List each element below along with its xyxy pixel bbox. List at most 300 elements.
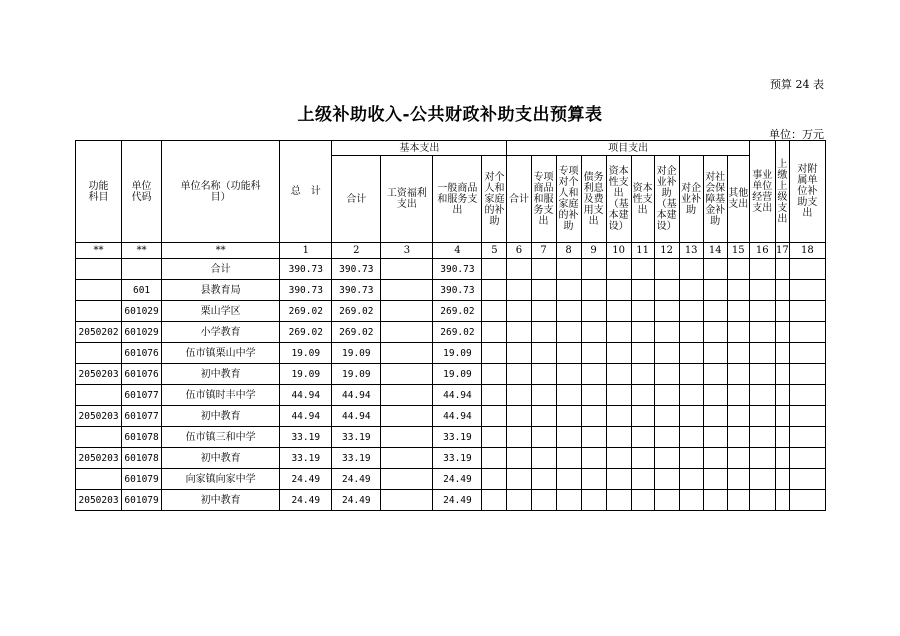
table-row — [76, 490, 826, 511]
column-number: 12 — [654, 243, 679, 259]
column-number: 14 — [703, 243, 727, 259]
header-personal: 对个人和家庭的补助 — [482, 156, 507, 243]
cell-name: 伍市镇时丰中学 — [162, 385, 280, 406]
cell-goods: 33.19 — [433, 448, 482, 469]
header-goods: 一般商品和服务支出 — [433, 156, 482, 243]
table-row — [76, 343, 826, 364]
cell-empty — [631, 364, 654, 385]
cell-empty — [775, 490, 789, 511]
table-number: 预算 24 表 — [770, 78, 824, 91]
cell-empty — [556, 322, 581, 343]
cell-empty — [789, 448, 825, 469]
cell-basic-sum: 44.94 — [332, 406, 381, 427]
cell-empty — [727, 385, 749, 406]
cell-basic-sum: 24.49 — [332, 490, 381, 511]
cell-empty — [482, 385, 507, 406]
cell-empty — [631, 301, 654, 322]
unit-label: 单位：万元 — [769, 128, 824, 141]
table-body — [76, 259, 826, 511]
cell-empty — [581, 322, 606, 343]
cell-goods: 24.49 — [433, 469, 482, 490]
column-number: 3 — [381, 243, 433, 259]
cell-empty — [775, 301, 789, 322]
cell-empty — [631, 448, 654, 469]
header-capital: 资本性支出 — [631, 156, 654, 243]
cell-code: 601076 — [122, 343, 162, 364]
cell-empty — [556, 448, 581, 469]
cell-empty — [482, 406, 507, 427]
column-number: ** — [122, 243, 162, 259]
cell-empty — [606, 448, 631, 469]
cell-name: 合计 — [162, 259, 280, 280]
cell-code: 601029 — [122, 301, 162, 322]
cell-empty — [631, 280, 654, 301]
cell-empty — [556, 469, 581, 490]
cell-total: 19.09 — [280, 364, 332, 385]
cell-empty — [507, 301, 531, 322]
cell-goods: 19.09 — [433, 343, 482, 364]
column-number: 16 — [749, 243, 775, 259]
header-unit-name: 单位名称（功能科目） — [162, 141, 280, 243]
cell-name: 初中教育 — [162, 448, 280, 469]
cell-total: 390.73 — [280, 259, 332, 280]
cell-empty — [581, 469, 606, 490]
cell-empty — [581, 301, 606, 322]
cell-empty — [507, 448, 531, 469]
cell-empty — [507, 406, 531, 427]
cell-empty — [381, 490, 433, 511]
cell-empty — [703, 490, 727, 511]
table-row — [76, 280, 826, 301]
cell-goods: 44.94 — [433, 406, 482, 427]
page-title: 上级补助收入-公共财政补助支出预算表 — [297, 105, 603, 125]
cell-empty — [507, 280, 531, 301]
column-number: 2 — [332, 243, 381, 259]
cell-empty — [749, 406, 775, 427]
header-func-subject: 功能科目 — [76, 141, 122, 243]
cell-empty — [654, 385, 679, 406]
cell-name: 伍市镇三和中学 — [162, 427, 280, 448]
cell-empty — [482, 427, 507, 448]
cell-basic-sum: 269.02 — [332, 322, 381, 343]
cell-goods: 390.73 — [433, 259, 482, 280]
cell-empty — [727, 301, 749, 322]
cell-basic-sum: 44.94 — [332, 385, 381, 406]
cell-empty — [679, 322, 703, 343]
cell-empty — [727, 343, 749, 364]
header-debt: 债务利息及费用支出 — [581, 156, 606, 243]
cell-empty — [482, 490, 507, 511]
cell-code: 601078 — [122, 448, 162, 469]
cell-func — [76, 385, 122, 406]
cell-name: 小学教育 — [162, 322, 280, 343]
cell-code: 601079 — [122, 469, 162, 490]
cell-empty — [631, 490, 654, 511]
header-enterprise-build: 对企业补助（基本建设） — [654, 156, 679, 243]
cell-empty — [556, 490, 581, 511]
cell-name: 向家镇向家中学 — [162, 469, 280, 490]
cell-code: 601077 — [122, 385, 162, 406]
table-row — [76, 301, 826, 322]
cell-empty — [703, 469, 727, 490]
cell-empty — [679, 301, 703, 322]
column-number-row — [76, 243, 826, 259]
column-number: 15 — [727, 243, 749, 259]
column-number: 11 — [631, 243, 654, 259]
cell-empty — [727, 406, 749, 427]
cell-code: 601076 — [122, 364, 162, 385]
column-number: 6 — [507, 243, 531, 259]
cell-empty — [482, 280, 507, 301]
cell-empty — [703, 385, 727, 406]
cell-empty — [507, 322, 531, 343]
cell-goods: 24.49 — [433, 490, 482, 511]
cell-empty — [749, 448, 775, 469]
cell-empty — [531, 301, 556, 322]
cell-empty — [507, 469, 531, 490]
cell-name: 初中教育 — [162, 406, 280, 427]
cell-func: 2050202 — [76, 322, 122, 343]
cell-total: 44.94 — [280, 406, 332, 427]
cell-goods: 269.02 — [433, 322, 482, 343]
cell-empty — [556, 280, 581, 301]
cell-empty — [482, 259, 507, 280]
cell-empty — [789, 490, 825, 511]
cell-empty — [789, 406, 825, 427]
cell-empty — [531, 322, 556, 343]
cell-empty — [606, 301, 631, 322]
cell-empty — [507, 490, 531, 511]
cell-basic-sum: 24.49 — [332, 469, 381, 490]
cell-empty — [727, 259, 749, 280]
cell-basic-sum: 390.73 — [332, 280, 381, 301]
cell-basic-sum: 390.73 — [332, 259, 381, 280]
cell-empty — [581, 427, 606, 448]
column-number: ** — [76, 243, 122, 259]
cell-empty — [631, 385, 654, 406]
cell-empty — [789, 427, 825, 448]
cell-func: 2050203 — [76, 448, 122, 469]
cell-empty — [531, 490, 556, 511]
table-row — [76, 427, 826, 448]
cell-empty — [606, 343, 631, 364]
cell-empty — [482, 364, 507, 385]
column-number: 13 — [679, 243, 703, 259]
column-number: 5 — [482, 243, 507, 259]
cell-empty — [631, 406, 654, 427]
cell-empty — [775, 259, 789, 280]
cell-empty — [679, 448, 703, 469]
cell-empty — [703, 322, 727, 343]
cell-func — [76, 280, 122, 301]
cell-func — [76, 469, 122, 490]
cell-empty — [775, 385, 789, 406]
cell-empty — [381, 343, 433, 364]
cell-empty — [556, 259, 581, 280]
header-basic-group: 基本支出 — [332, 141, 507, 156]
cell-empty — [775, 469, 789, 490]
cell-empty — [507, 343, 531, 364]
header-unit-code: 单位代码 — [122, 141, 162, 243]
cell-empty — [581, 490, 606, 511]
cell-empty — [654, 280, 679, 301]
cell-empty — [482, 343, 507, 364]
cell-goods: 44.94 — [433, 385, 482, 406]
cell-total: 44.94 — [280, 385, 332, 406]
cell-empty — [775, 406, 789, 427]
cell-empty — [703, 259, 727, 280]
cell-empty — [749, 385, 775, 406]
cell-total: 33.19 — [280, 448, 332, 469]
header-basic-sum: 合计 — [332, 156, 381, 243]
cell-empty — [606, 469, 631, 490]
header-social: 对社会保障基金补助 — [703, 156, 727, 243]
cell-empty — [654, 364, 679, 385]
cell-empty — [381, 280, 433, 301]
cell-empty — [703, 301, 727, 322]
cell-empty — [789, 322, 825, 343]
column-number: 1 — [280, 243, 332, 259]
cell-goods: 269.02 — [433, 301, 482, 322]
cell-empty — [727, 427, 749, 448]
header-business: 事业单位经营支出 — [749, 141, 775, 243]
cell-empty — [703, 343, 727, 364]
cell-empty — [679, 427, 703, 448]
cell-empty — [703, 406, 727, 427]
cell-basic-sum: 33.19 — [332, 427, 381, 448]
cell-empty — [749, 364, 775, 385]
cell-empty — [531, 448, 556, 469]
cell-empty — [531, 469, 556, 490]
cell-empty — [631, 322, 654, 343]
header-subordinate: 对附属单位补助支出 — [789, 141, 825, 243]
cell-name: 栗山学区 — [162, 301, 280, 322]
cell-empty — [679, 280, 703, 301]
cell-code — [122, 259, 162, 280]
cell-empty — [507, 427, 531, 448]
cell-empty — [381, 322, 433, 343]
table-row — [76, 448, 826, 469]
cell-empty — [749, 322, 775, 343]
cell-empty — [775, 322, 789, 343]
table-row — [76, 385, 826, 406]
cell-empty — [531, 280, 556, 301]
cell-total: 19.09 — [280, 343, 332, 364]
cell-total: 269.02 — [280, 322, 332, 343]
cell-empty — [606, 259, 631, 280]
cell-empty — [531, 343, 556, 364]
cell-empty — [581, 259, 606, 280]
cell-empty — [531, 385, 556, 406]
cell-empty — [703, 280, 727, 301]
cell-empty — [507, 364, 531, 385]
cell-empty — [482, 469, 507, 490]
table-row — [76, 364, 826, 385]
cell-empty — [703, 364, 727, 385]
header-proj-sum: 合计 — [507, 156, 531, 243]
cell-basic-sum: 19.09 — [332, 343, 381, 364]
cell-name: 伍市镇栗山中学 — [162, 343, 280, 364]
cell-empty — [556, 343, 581, 364]
cell-func — [76, 343, 122, 364]
header-special-personal: 专项对个人和家庭的补助 — [556, 156, 581, 243]
cell-empty — [679, 469, 703, 490]
cell-empty — [654, 427, 679, 448]
cell-func — [76, 301, 122, 322]
column-number: 18 — [789, 243, 825, 259]
cell-empty — [381, 448, 433, 469]
cell-empty — [654, 259, 679, 280]
cell-empty — [482, 322, 507, 343]
cell-empty — [581, 448, 606, 469]
cell-basic-sum: 33.19 — [332, 448, 381, 469]
cell-empty — [631, 427, 654, 448]
cell-func — [76, 427, 122, 448]
cell-func — [76, 259, 122, 280]
cell-name: 初中教育 — [162, 490, 280, 511]
header-enterprise: 对企业补助 — [679, 156, 703, 243]
cell-empty — [606, 490, 631, 511]
cell-empty — [727, 469, 749, 490]
cell-code: 601079 — [122, 490, 162, 511]
cell-empty — [727, 448, 749, 469]
cell-empty — [531, 406, 556, 427]
cell-empty — [581, 280, 606, 301]
header-capital-build: 资本性支出（基本建设） — [606, 156, 631, 243]
cell-empty — [749, 490, 775, 511]
table-row — [76, 259, 826, 280]
cell-empty — [531, 427, 556, 448]
cell-empty — [775, 427, 789, 448]
cell-empty — [727, 280, 749, 301]
cell-basic-sum: 269.02 — [332, 301, 381, 322]
cell-empty — [581, 343, 606, 364]
cell-empty — [606, 322, 631, 343]
cell-empty — [556, 385, 581, 406]
cell-empty — [482, 448, 507, 469]
cell-total: 24.49 — [280, 469, 332, 490]
column-number: 10 — [606, 243, 631, 259]
cell-empty — [789, 343, 825, 364]
cell-empty — [507, 259, 531, 280]
cell-name: 县教育局 — [162, 280, 280, 301]
cell-name: 初中教育 — [162, 364, 280, 385]
cell-goods: 19.09 — [433, 364, 482, 385]
cell-code: 601 — [122, 280, 162, 301]
cell-empty — [381, 406, 433, 427]
cell-empty — [606, 406, 631, 427]
cell-total: 24.49 — [280, 490, 332, 511]
column-number: 8 — [556, 243, 581, 259]
cell-empty — [654, 322, 679, 343]
cell-empty — [654, 490, 679, 511]
cell-empty — [679, 343, 703, 364]
cell-empty — [381, 469, 433, 490]
table-row — [76, 406, 826, 427]
cell-code: 601029 — [122, 322, 162, 343]
cell-basic-sum: 19.09 — [332, 364, 381, 385]
cell-empty — [749, 427, 775, 448]
cell-empty — [556, 406, 581, 427]
cell-total: 33.19 — [280, 427, 332, 448]
header-project-group: 项目支出 — [507, 141, 749, 156]
cell-total: 269.02 — [280, 301, 332, 322]
cell-func: 2050203 — [76, 406, 122, 427]
cell-empty — [381, 364, 433, 385]
header-upper: 上缴上级支出 — [775, 141, 789, 243]
cell-empty — [727, 490, 749, 511]
cell-empty — [703, 427, 727, 448]
cell-empty — [381, 259, 433, 280]
cell-empty — [581, 406, 606, 427]
column-number: 7 — [531, 243, 556, 259]
cell-empty — [775, 343, 789, 364]
header-other: 其他支出 — [727, 156, 749, 243]
cell-empty — [789, 301, 825, 322]
cell-empty — [381, 385, 433, 406]
cell-empty — [749, 280, 775, 301]
cell-empty — [789, 280, 825, 301]
table-row — [76, 469, 826, 490]
cell-empty — [381, 301, 433, 322]
cell-empty — [789, 385, 825, 406]
cell-empty — [749, 343, 775, 364]
cell-empty — [654, 301, 679, 322]
cell-empty — [631, 259, 654, 280]
cell-empty — [507, 385, 531, 406]
cell-empty — [703, 448, 727, 469]
cell-empty — [482, 301, 507, 322]
cell-empty — [789, 364, 825, 385]
header-total: 总 计 — [280, 141, 332, 243]
cell-empty — [727, 364, 749, 385]
cell-empty — [679, 490, 703, 511]
column-number: 4 — [433, 243, 482, 259]
cell-empty — [679, 259, 703, 280]
cell-empty — [606, 385, 631, 406]
cell-func: 2050203 — [76, 364, 122, 385]
cell-empty — [749, 301, 775, 322]
cell-goods: 33.19 — [433, 427, 482, 448]
cell-empty — [654, 343, 679, 364]
cell-code: 601077 — [122, 406, 162, 427]
cell-empty — [654, 469, 679, 490]
cell-func: 2050203 — [76, 490, 122, 511]
cell-empty — [631, 469, 654, 490]
cell-empty — [381, 427, 433, 448]
cell-empty — [581, 364, 606, 385]
cell-empty — [556, 301, 581, 322]
header-wage: 工资福利支出 — [381, 156, 433, 243]
cell-empty — [679, 406, 703, 427]
cell-empty — [556, 427, 581, 448]
column-number: 9 — [581, 243, 606, 259]
cell-empty — [606, 280, 631, 301]
cell-empty — [654, 406, 679, 427]
column-number: ** — [162, 243, 280, 259]
cell-empty — [679, 364, 703, 385]
table-row — [76, 322, 826, 343]
cell-empty — [606, 427, 631, 448]
cell-empty — [531, 364, 556, 385]
cell-empty — [581, 385, 606, 406]
cell-empty — [775, 280, 789, 301]
column-number: 17 — [775, 243, 789, 259]
budget-table — [75, 140, 826, 511]
cell-empty — [606, 364, 631, 385]
header-special-goods: 专项商品和服务支出 — [531, 156, 556, 243]
cell-total: 390.73 — [280, 280, 332, 301]
